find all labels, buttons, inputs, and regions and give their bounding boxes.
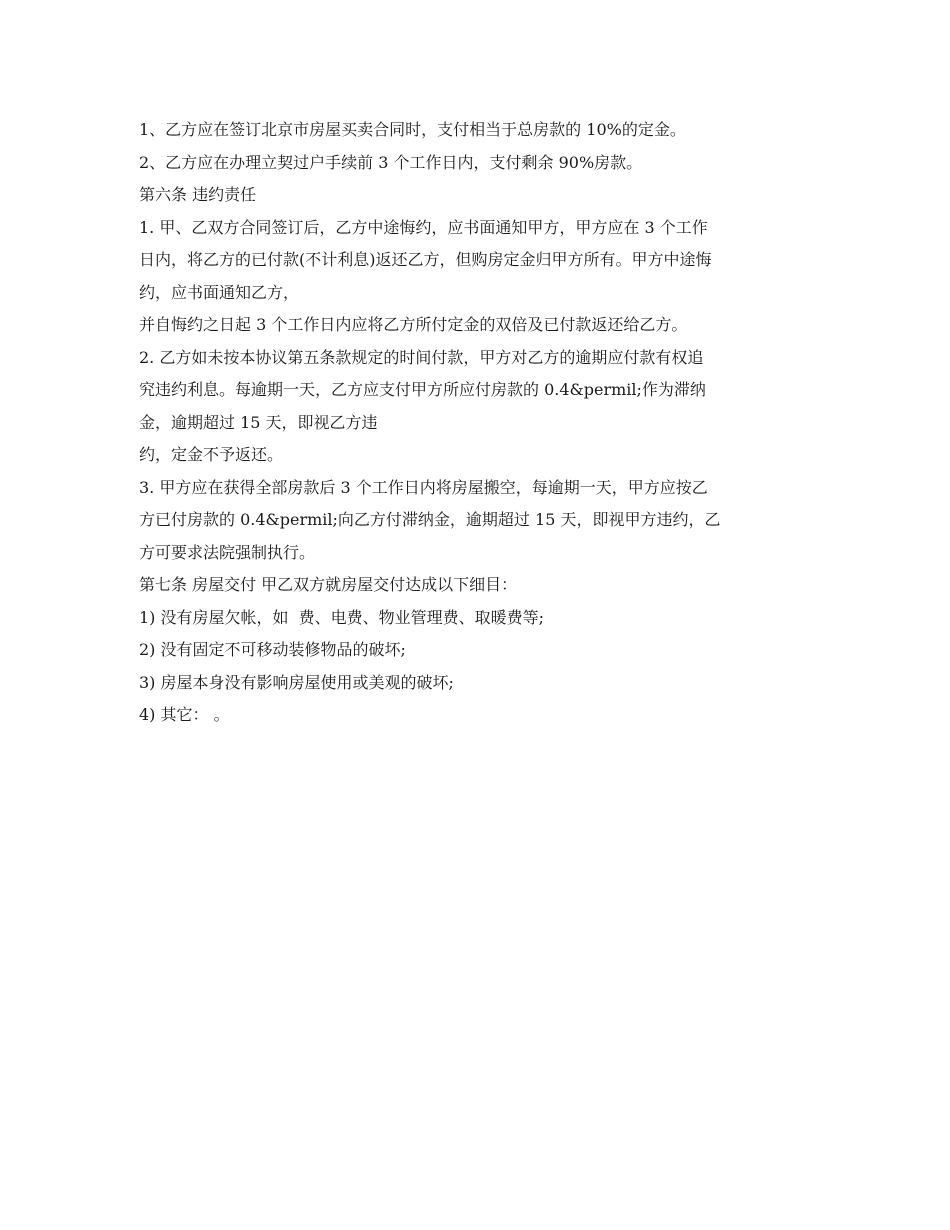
deposit-clause-line: 1、乙方应在签订北京市房屋买卖合同时，支付相当于总房款的 10%的定金。 [139, 120, 686, 139]
breach-clause-3-line-2: 方已付房款的 0.4&permil;向乙方付滞纳金，逾期超过 15 天，即视甲方违约，乙 [139, 510, 721, 529]
breach-clause-1-line-1: 1. 甲、乙双方合同签订后，乙方中途悔约，应书面通知甲方，甲方应在 3 个工作 [139, 217, 708, 237]
breach-clause-3-line-3: 方可要求法院强制执行。 [139, 542, 316, 562]
breach-clause-2-line-1: 2. 乙方如未按本协议第五条款规定的时间付款，甲方对乙方的逾期应付款有权追 [139, 347, 704, 367]
delivery-item-4: 4) 其它： 。 [139, 705, 230, 724]
breach-clause-2-line-2: 究违约利息。每逾期一天，乙方应支付甲方所应付房款的 0.4&permil;作为滞纳 [139, 380, 706, 399]
breach-clause-3-line-1: 3. 甲方应在获得全部房款后 3 个工作日内将房屋搬空，每逾期一天，甲方应按乙 [139, 477, 708, 497]
balance-payment-line: 2、乙方应在办理立契过户手续前 3 个工作日内，支付剩余 90%房款。 [139, 152, 643, 172]
article-7-heading: 第七条 房屋交付 甲乙双方就房屋交付达成以下细目： [139, 575, 518, 594]
breach-clause-1-line-3: 约，应书面通知乙方， [139, 282, 300, 302]
delivery-item-3: 3) 房屋本身没有影响房屋使用或美观的破坏; [139, 672, 454, 692]
article-6-heading: 第六条 违约责任 [139, 185, 257, 204]
breach-clause-2-line-3: 金，逾期超过 15 天，即视乙方违 [139, 412, 378, 432]
breach-clause-1-line-2: 日内，将乙方的已付款(不计利息)返还乙方，但购房定金归甲方所有。甲方中途悔 [139, 250, 712, 269]
breach-clause-2-line-4: 约，定金不予返还。 [139, 445, 284, 464]
breach-clause-1-line-4: 并自悔约之日起 3 个工作日内应将乙方所付定金的双倍及已付款返还给乙方。 [139, 315, 688, 334]
delivery-item-2: 2) 没有固定不可移动装修物品的破坏; [139, 640, 406, 659]
document-body [139, 114, 819, 732]
delivery-item-1: 1) 没有房屋欠帐，如 费、电费、物业管理费、取暖费等; [139, 607, 545, 627]
